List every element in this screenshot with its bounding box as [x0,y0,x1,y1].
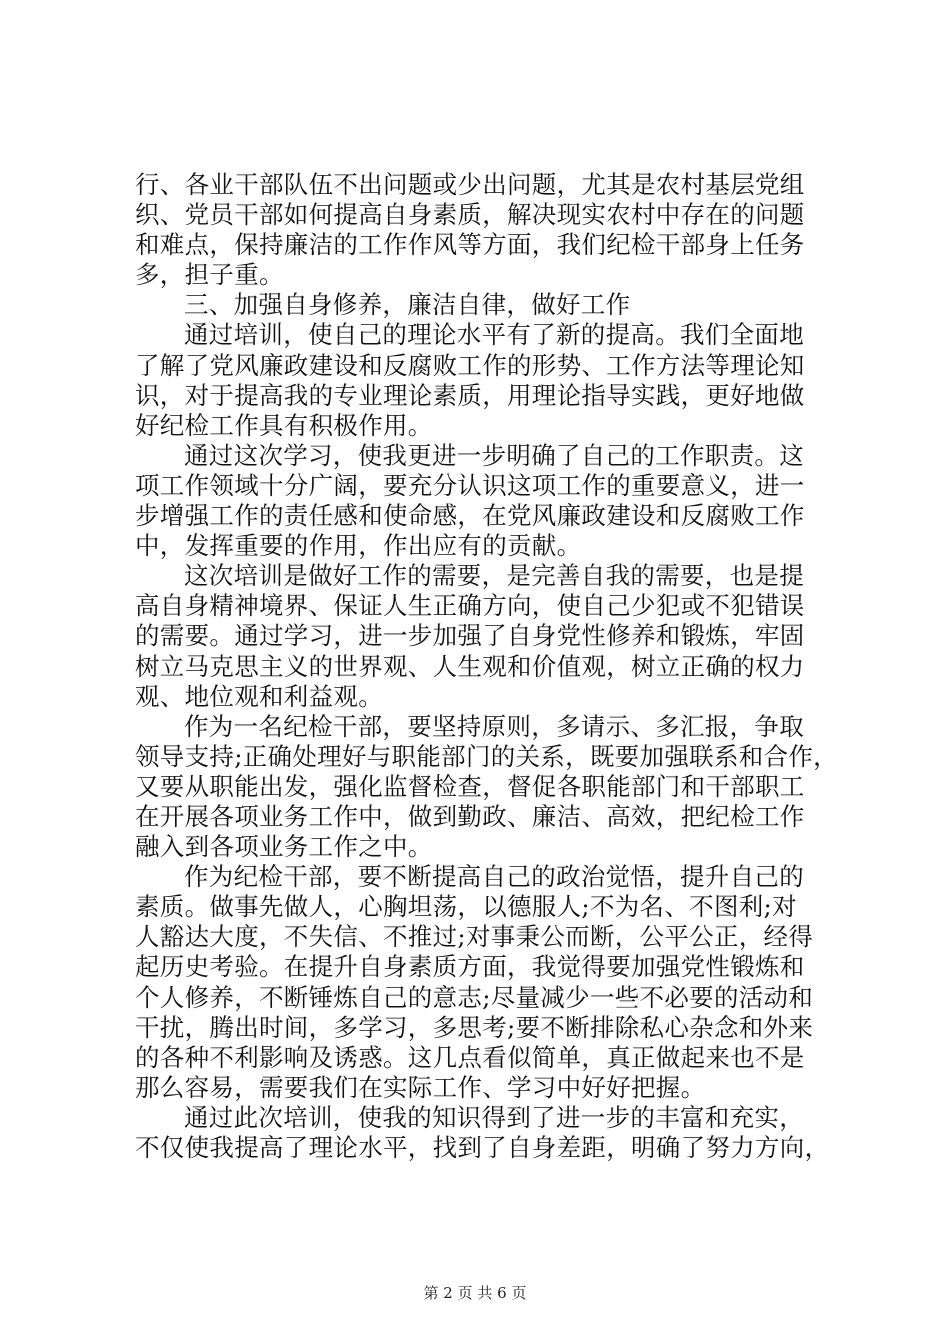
text-line: 起历史考验。在提升自身素质方面，我觉得要加强党性锻炼和 [135,952,805,982]
text-line: 在开展各项业务工作中，做到勤政、廉洁、高效，把纪检工作 [135,801,805,831]
text-line: 作为一名纪检干部，要坚持原则，多请示、多汇报，争取 [184,711,804,741]
text-line: 识，对于提高我的专业理论素质，用理论指导实践，更好地做 [135,380,805,410]
text-line: 观、地位观和利益观。 [135,681,383,711]
text-line: 步增强工作的责任感和使命感，在党风廉政建设和反腐败工作 [135,501,805,531]
text-line: 通过此次培训，使我的知识得到了进一步的丰富和充实， [184,1102,804,1132]
text-line: 作为纪检干部，要不断提高自己的政治觉悟，提升自己的 [184,862,804,892]
text-line: 干扰，腾出时间，多学习，多思考;要不断排除私心杂念和外来 [135,1012,814,1042]
text-line: 和难点，保持廉洁的工作作风等方面，我们纪检干部身上任务 [135,230,805,260]
text-line: 融入到各项业务工作之中。 [135,832,433,862]
text-line: 了解了党风廉政建设和反腐败工作的形势、工作方法等理论知 [135,350,805,380]
text-line: 项工作领域十分广阔，要充分认识这项工作的重要意义，进一 [135,470,805,500]
text-line: 好纪检工作具有积极作用。 [135,410,433,440]
text-line: 通过这次学习，使我更进一步明确了自己的工作职责。这 [184,440,804,470]
text-line: 行、各业干部队伍不出问题或少出问题，尤其是农村基层党组 [135,170,805,199]
text-line: 通过培训，使自己的理论水平有了新的提高。我们全面地 [184,320,804,350]
text-line: 又要从职能出发，强化监督检查，督促各职能部门和干部职工 [135,771,805,801]
text-line: 那么容易，需要我们在实际工作、学习中好好把握。 [135,1072,706,1102]
text-line: 个人修养，不断锤炼自己的意志;尽量减少一些不必要的活动和 [135,982,814,1012]
text-line: 三、加强自身修养，廉洁自律，做好工作 [184,290,631,320]
text-line: 织、党员干部如何提高自身素质，解决现实农村中存在的问题 [135,200,805,230]
document-body [135,170,838,1163]
text-line: 不仅使我提高了理论水平，找到了自身差距，明确了努力方向， [135,1133,830,1162]
text-line: 多，担子重。 [135,260,284,290]
text-line: 树立马克思主义的世界观、人生观和价值观，树立正确的权力 [135,651,805,681]
text-line: 的需要。通过学习，进一步加强了自身党性修养和锻炼，牢固 [135,621,805,651]
text-line: 人豁达大度，不失信、不推过;对事秉公而断，公平公正，经得 [135,922,814,952]
text-line: 素质。做事先做人，心胸坦荡，以德服人;不为名、不图利;对 [135,892,797,922]
text-line: 领导支持;正确处理好与职能部门的关系，既要加强联系和合作， [135,741,838,771]
text-line: 高自身精神境界、保证人生正确方向，使自己少犯或不犯错误 [135,591,805,621]
text-line: 中，发挥重要的作用，作出应有的贡献。 [135,531,582,561]
text-line: 这次培训是做好工作的需要，是完善自我的需要，也是提 [184,561,804,591]
page-footer: 第 2 页 共 6 页 [423,1284,527,1302]
text-line: 的各种不利影响及诱惑。这几点看似简单，真正做起来也不是 [135,1042,805,1072]
